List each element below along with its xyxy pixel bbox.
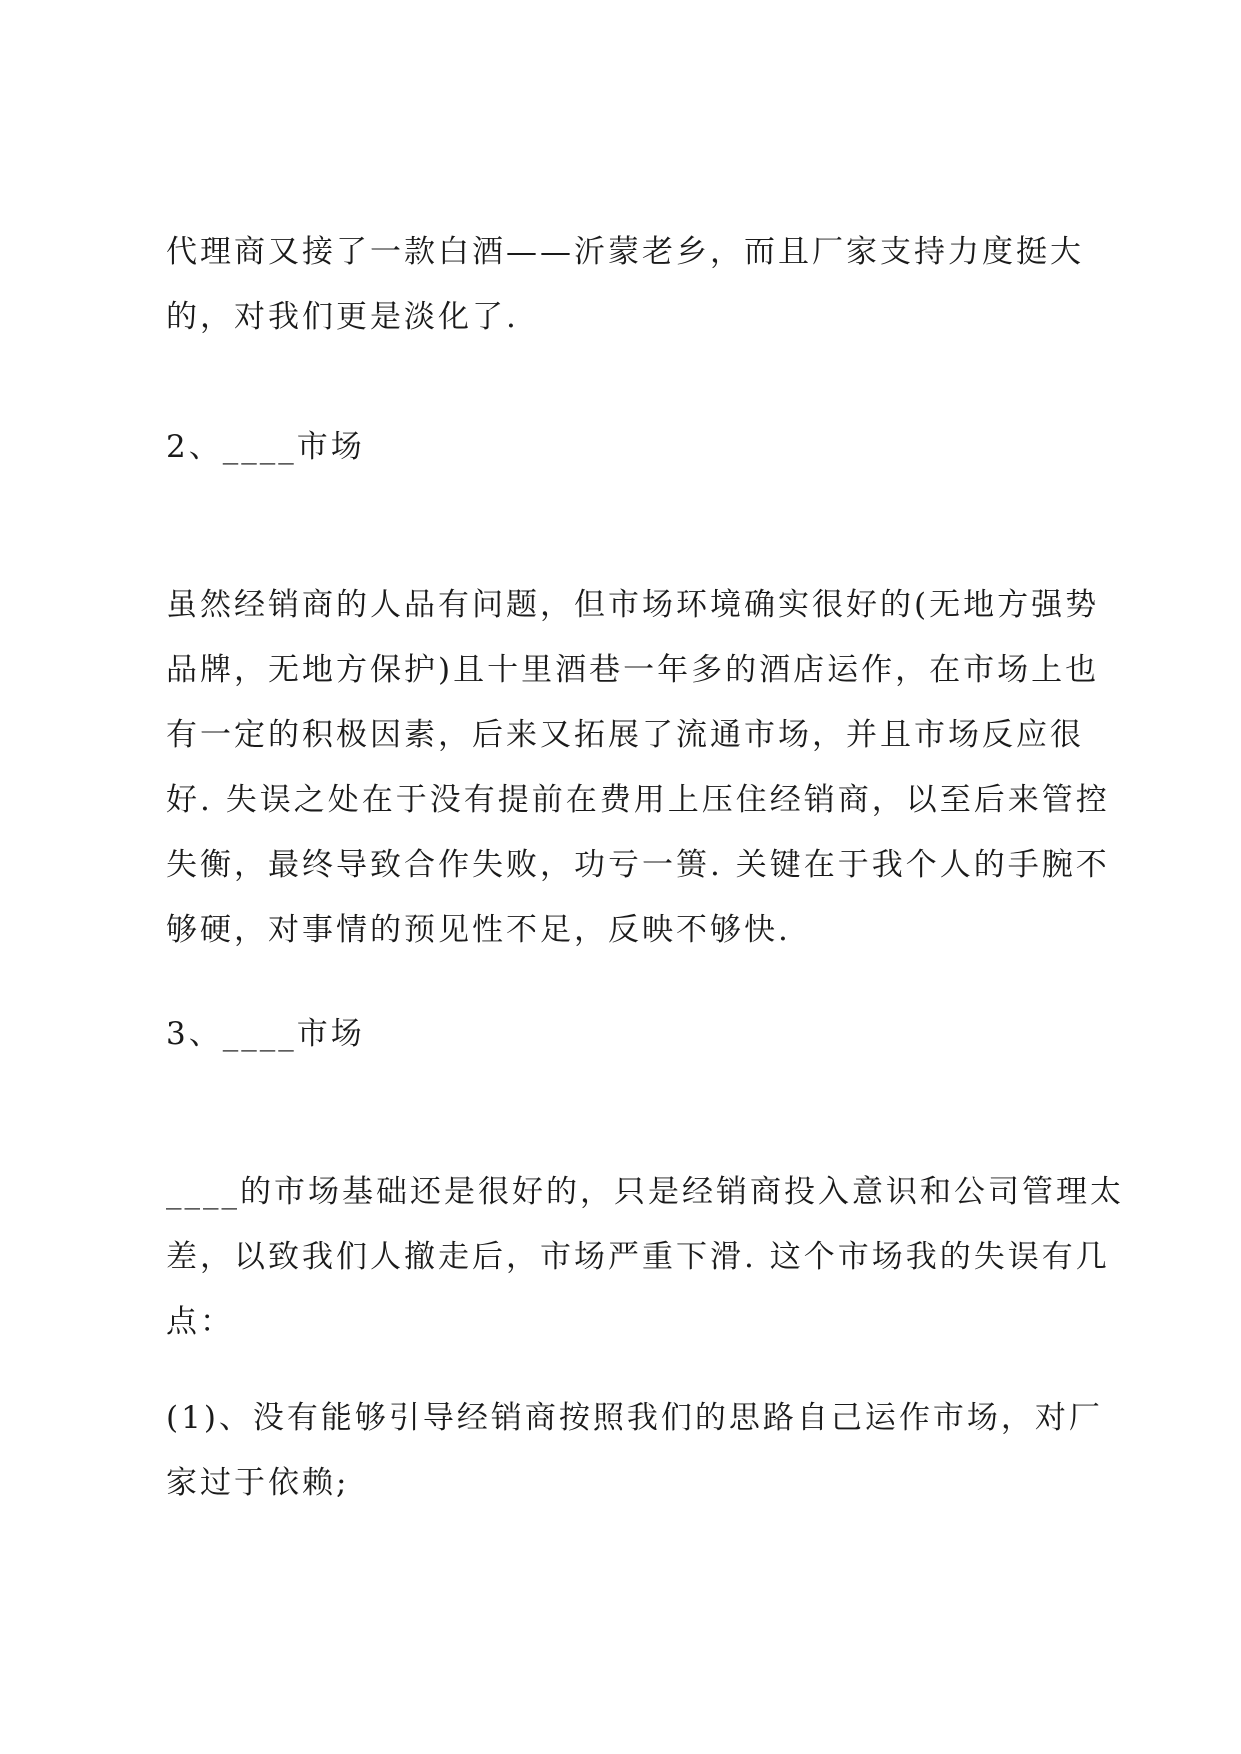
text-line: (1)、没有能够引导经销商按照我们的思路自己运作市场，对厂 bbox=[166, 1400, 1103, 1436]
heading-text: 2、____市场 bbox=[166, 429, 365, 465]
text-line: 家过于依赖; bbox=[166, 1465, 350, 1501]
text-line: 虽然经销商的人品有问题，但市场环境确实很好的(无地方强势 bbox=[166, 587, 1100, 623]
section-heading-3 bbox=[166, 1002, 1096, 1067]
paragraph-mistake-1 bbox=[166, 1386, 1103, 1516]
text-line: 差，以致我们人撤走后，市场严重下滑. 这个市场我的失误有几 bbox=[166, 1239, 1110, 1275]
text-line: 代理商又接了一款白酒——沂蒙老乡，而且厂家支持力度挺大 bbox=[166, 234, 1084, 270]
text-line: ____的市场基础还是很好的，只是经销商投入意识和公司管理太 bbox=[166, 1174, 1124, 1210]
text-line: 品牌，无地方保护)且十里酒巷一年多的酒店运作，在市场上也 bbox=[166, 652, 1100, 688]
text-line: 够硬，对事情的预见性不足，反映不够快. bbox=[166, 912, 791, 948]
text-line: 点： bbox=[166, 1304, 234, 1340]
text-line: 好. 失误之处在于没有提前在费用上压住经销商，以至后来管控 bbox=[166, 782, 1110, 818]
paragraph-market-foundation bbox=[166, 1160, 1124, 1355]
section-heading-2 bbox=[166, 415, 1096, 480]
text-line: 失衡，最终导致合作失败，功亏一篑. 关键在于我个人的手腕不 bbox=[166, 847, 1110, 883]
paragraph-agent-liquor bbox=[166, 220, 1096, 350]
text-line: 的，对我们更是淡化了. bbox=[166, 299, 519, 335]
paragraph-market-environment bbox=[166, 573, 1110, 963]
heading-text: 3、____市场 bbox=[166, 1016, 365, 1052]
text-line: 有一定的积极因素，后来又拓展了流通市场，并且市场反应很 bbox=[166, 717, 1084, 753]
